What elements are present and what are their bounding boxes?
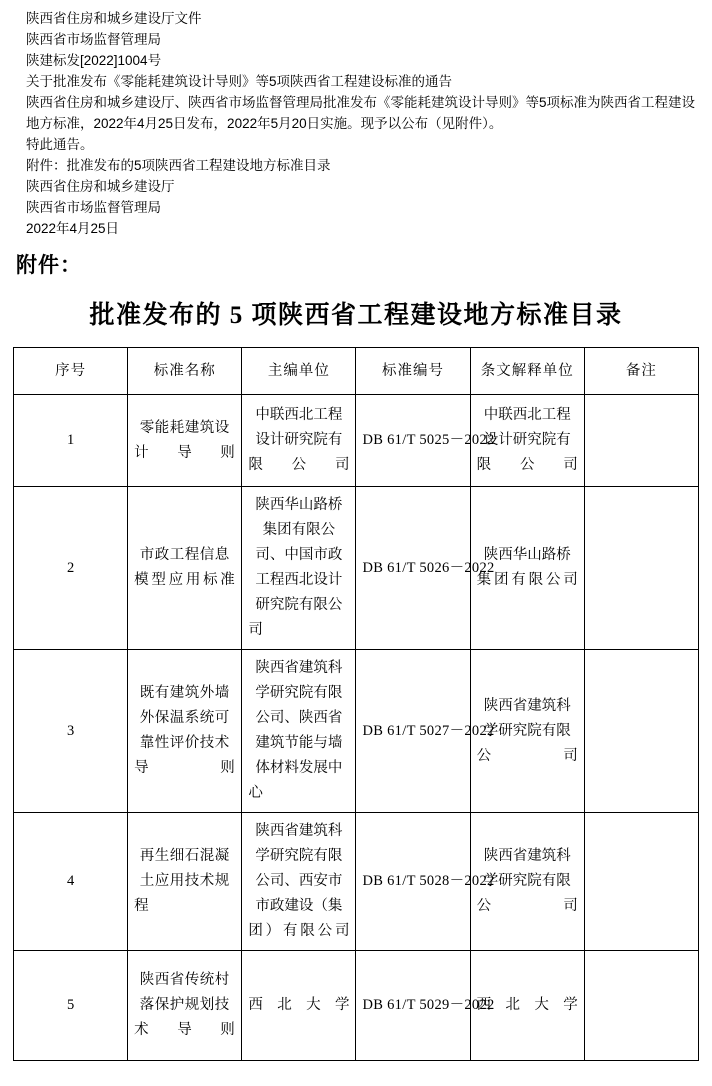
table-header-row [14, 348, 699, 395]
header-line-market-bureau: 陕西省市场监督管理局 [26, 32, 161, 47]
cell-standard-code: DB 61/T 5028－2022 [356, 813, 470, 951]
table-row [14, 951, 699, 1061]
document-header [8, 6, 704, 239]
cell-remark [584, 395, 698, 487]
attachment-title: 批准发布的 5 项陕西省工程建设地方标准目录 [89, 302, 623, 329]
cell-interpreter-unit: 西北大学 [470, 951, 584, 1061]
column-header-name: 标准名称 [128, 348, 242, 395]
cell-standard-code: DB 61/T 5029－2022 [356, 951, 470, 1061]
table-row [14, 395, 699, 487]
table-row [14, 813, 699, 951]
signature-line-bureau: 陕西省市场监督管理局 [26, 200, 161, 215]
column-header-code: 标准编号 [356, 348, 470, 395]
cell-interpreter-unit: 陕西省建筑科学研究院有限公司 [470, 813, 584, 951]
table-row [14, 487, 699, 650]
cell-editor-unit: 西北大学 [242, 951, 356, 1061]
column-header-remark: 备注 [584, 348, 698, 395]
cell-remark [584, 650, 698, 813]
header-line-subject: 关于批准发布《零能耗建筑设计导则》等5项陕西省工程建设标准的通告 [26, 74, 453, 89]
cell-index: 1 [14, 395, 128, 487]
cell-index: 5 [14, 951, 128, 1061]
cell-standard-name: 陕西省传统村落保护规划技术导则 [128, 951, 242, 1061]
signature-line-date: 2022年4月25日 [26, 221, 120, 236]
signature-line-department: 陕西省住房和城乡建设厅 [26, 179, 175, 194]
header-body-paragraph: 陕西省住房和城乡建设厅、陕西省市场监督管理局批准发布《零能耗建筑设计导则》等5项标准为陕西省工程建设地方标准，2022年4月25日发布，2022年5月20日实施。现予以公布（见附件）。 [26, 95, 696, 131]
cell-index: 3 [14, 650, 128, 813]
cell-standard-name: 市政工程信息模型应用标准 [128, 487, 242, 650]
cell-standard-code: DB 61/T 5026－2022 [356, 487, 470, 650]
attachment-label: 附件： [16, 253, 82, 277]
cell-remark [584, 951, 698, 1061]
cell-standard-name: 既有建筑外墙外保温系统可靠性评价技术导则 [128, 650, 242, 813]
column-header-editor: 主编单位 [242, 348, 356, 395]
column-header-index: 序号 [14, 348, 128, 395]
standards-table [13, 347, 699, 1061]
cell-standard-code: DB 61/T 5025－2022 [356, 395, 470, 487]
cell-editor-unit: 陕西省建筑科学研究院有限公司、陕西省建筑节能与墙体材料发展中心 [242, 650, 356, 813]
column-header-interpreter: 条文解释单位 [470, 348, 584, 395]
cell-standard-name: 零能耗建筑设计导则 [128, 395, 242, 487]
cell-interpreter-unit: 中联西北工程设计研究院有限公司 [470, 395, 584, 487]
cell-standard-name: 再生细石混凝土应用技术规程 [128, 813, 242, 951]
cell-index: 4 [14, 813, 128, 951]
cell-editor-unit: 陕西华山路桥集团有限公司、中国市政工程西北设计研究院有限公司 [242, 487, 356, 650]
header-line-issuing-department: 陕西省住房和城乡建设厅文件 [26, 11, 202, 26]
cell-remark [584, 487, 698, 650]
cell-remark [584, 813, 698, 951]
cell-index: 2 [14, 487, 128, 650]
cell-editor-unit: 陕西省建筑科学研究院有限公司、西安市市政建设（集团）有限公司 [242, 813, 356, 951]
header-line-document-number: 陕建标发[2022]1004号 [26, 53, 162, 68]
table-row [14, 650, 699, 813]
header-notice-line: 特此通告。 [26, 137, 94, 152]
cell-editor-unit: 中联西北工程设计研究院有限公司 [242, 395, 356, 487]
header-attachment-line: 附件：批准发布的5项陕西省工程建设地方标准目录 [26, 158, 331, 173]
cell-interpreter-unit: 陕西省建筑科学研究院有限公司 [470, 650, 584, 813]
cell-interpreter-unit: 陕西华山路桥集团有限公司 [470, 487, 584, 650]
cell-standard-code: DB 61/T 5027－2022 [356, 650, 470, 813]
